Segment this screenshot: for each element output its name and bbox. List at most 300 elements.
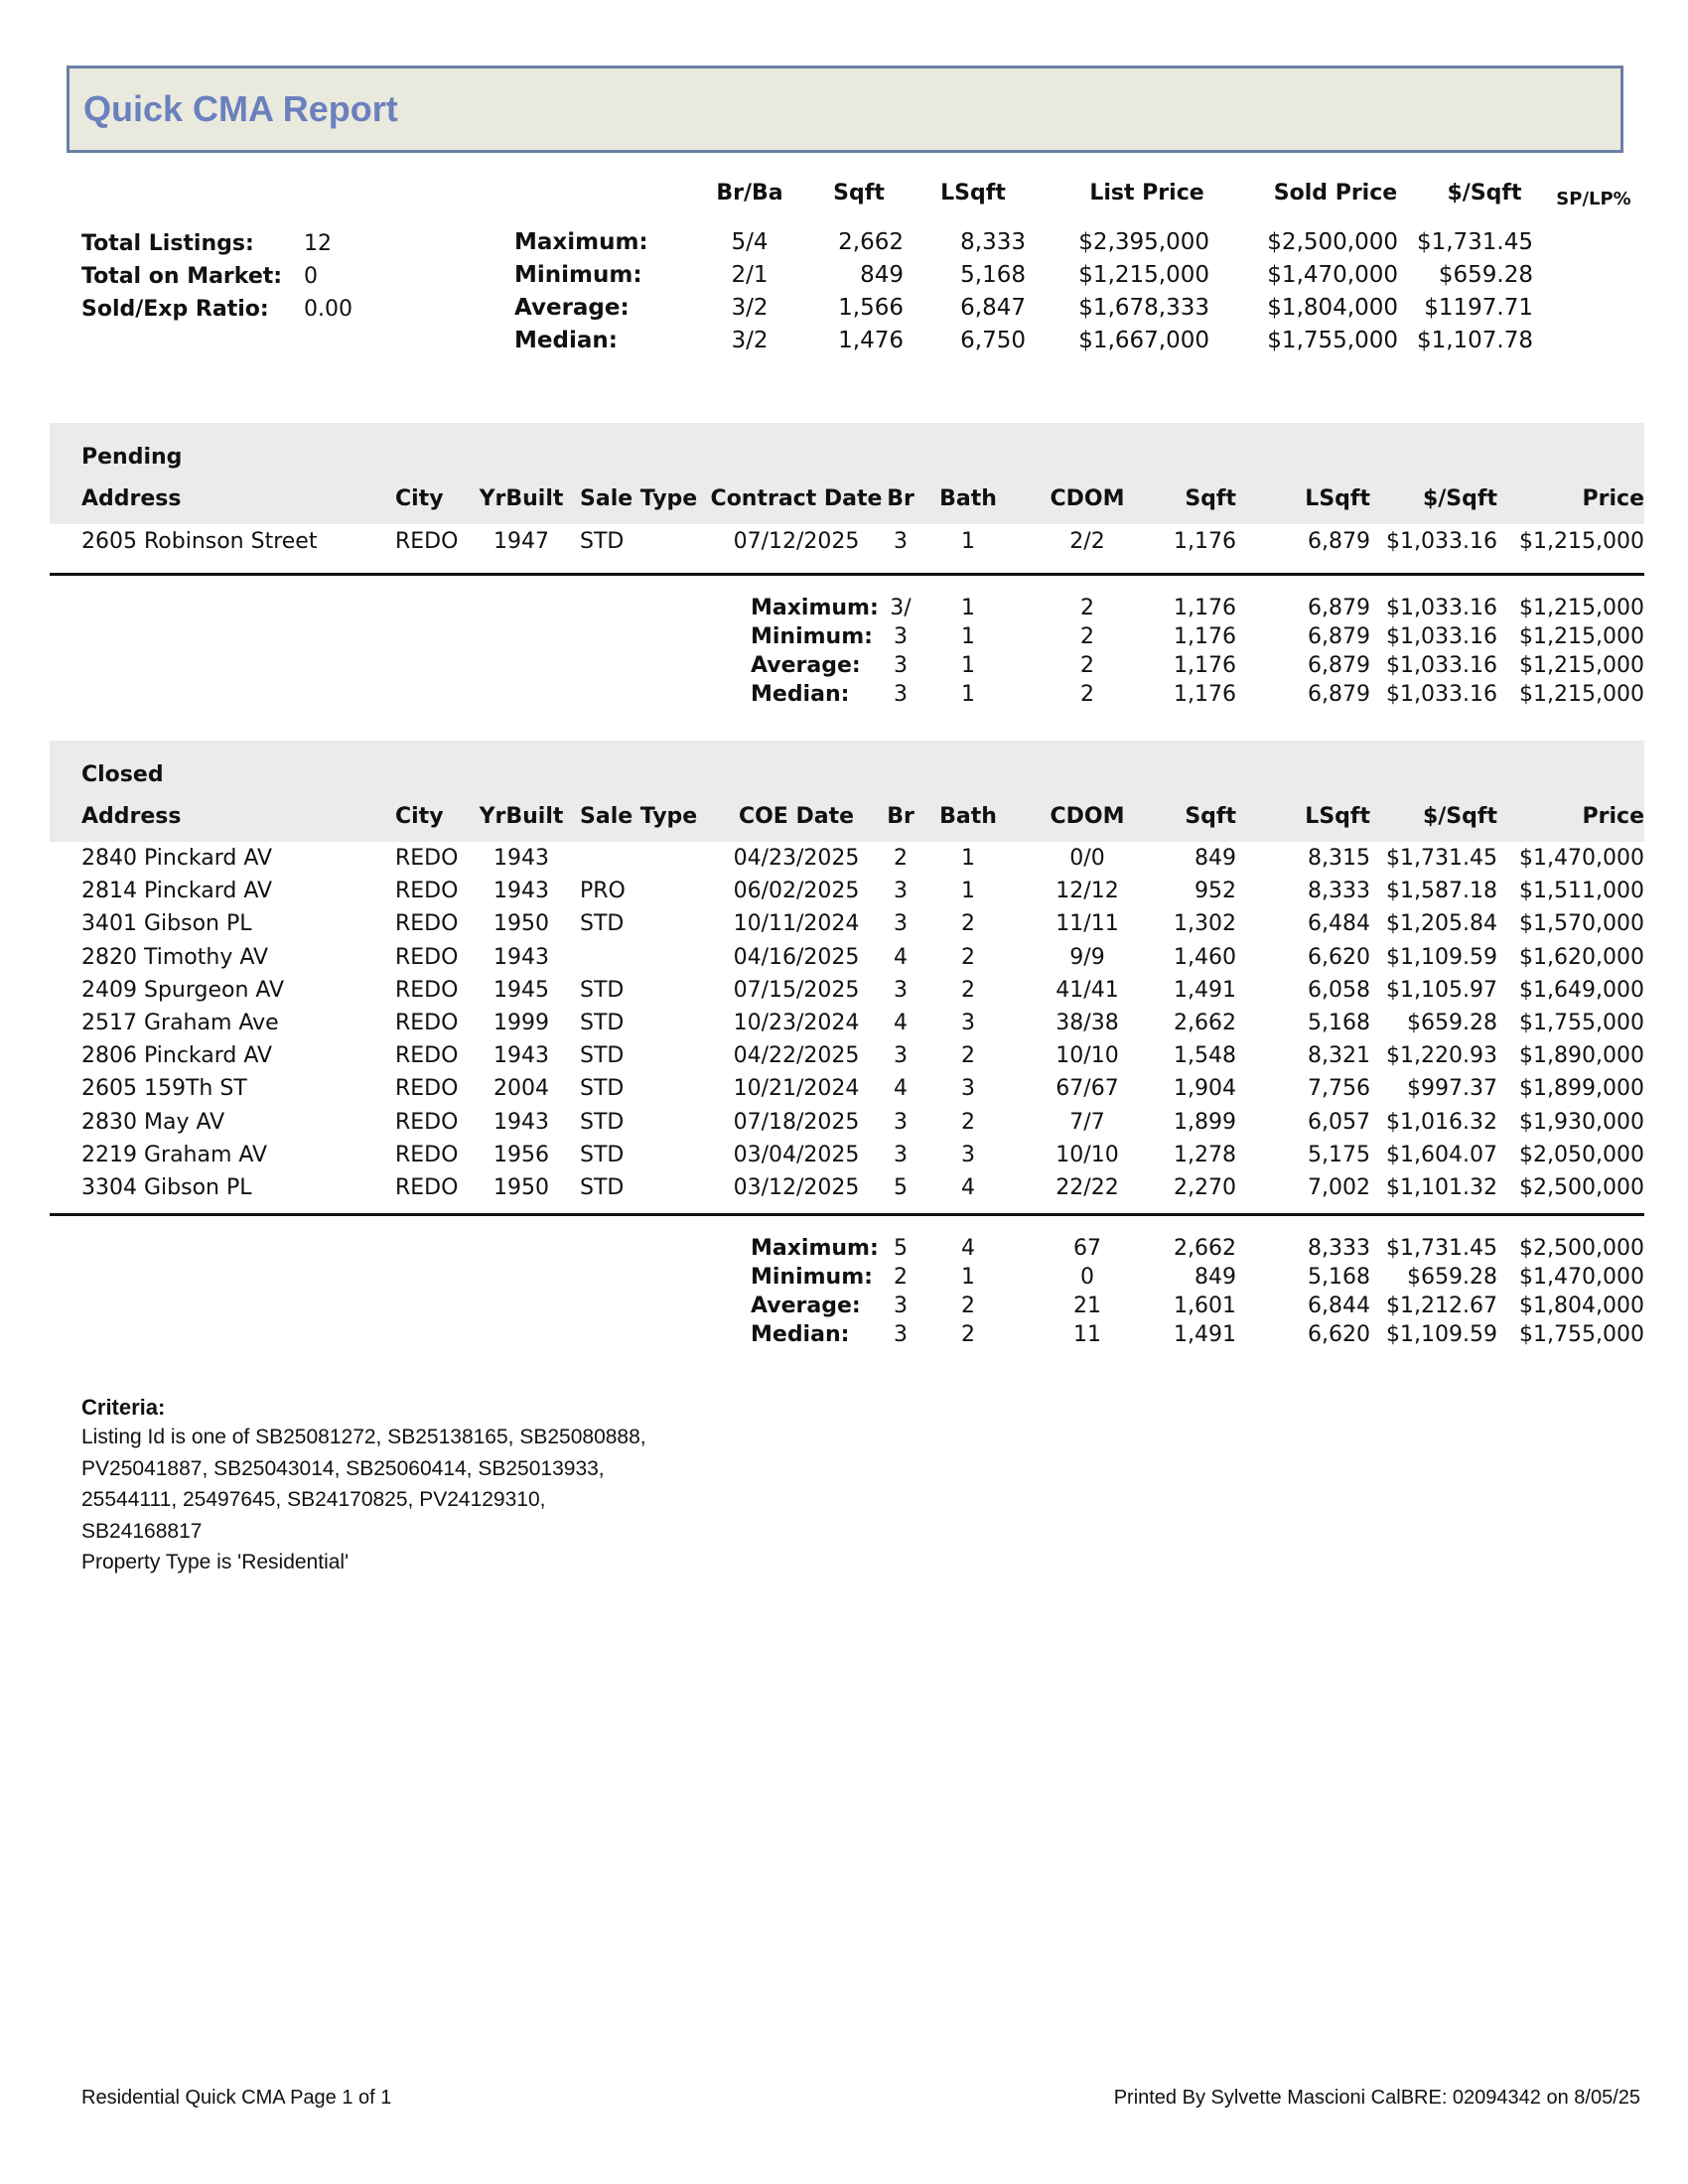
summary-header-splp: SP/LP% <box>1556 189 1631 209</box>
pending-col-bath: Bath <box>939 486 997 511</box>
summary-sqft: 2,662 <box>838 229 904 255</box>
closed-col-city: City <box>395 804 444 829</box>
pending-cell-address: 2605 Robinson Street <box>81 529 318 554</box>
pending-stat-label: Minimum: <box>751 624 873 649</box>
pending-stat-row <box>0 682 1688 715</box>
closed-cell-yrbuilt: 1943 <box>493 879 549 904</box>
closed-cell-ppsf: $1,109.59 <box>1386 944 1497 970</box>
closed-table-row <box>0 846 1688 879</box>
closed-cell-lsqft: 7,002 <box>1308 1175 1370 1200</box>
closed-col-address: Address <box>81 804 182 829</box>
closed-cell-price: $1,899,000 <box>1519 1076 1644 1102</box>
closed-stat-cdom: 67 <box>1073 1236 1101 1261</box>
summary-sqft: 1,566 <box>838 295 904 321</box>
closed-cell-lsqft: 6,484 <box>1308 911 1370 937</box>
closed-cell-price: $1,620,000 <box>1519 944 1644 970</box>
closed-stat-label: Minimum: <box>751 1265 873 1290</box>
summary-header-ppsf: $/Sqft <box>1447 181 1522 205</box>
pending-stat-ppsf: $1,033.16 <box>1386 596 1497 620</box>
closed-stat-br: 2 <box>894 1265 908 1290</box>
closed-stat-ppsf: $659.28 <box>1407 1265 1497 1290</box>
total-listings-label: Total Listings: <box>81 231 254 256</box>
closed-cell-cdom: 67/67 <box>1055 1076 1119 1102</box>
closed-section-label: Closed <box>81 762 164 787</box>
summary-stat-row <box>0 328 1688 360</box>
closed-cell-br: 4 <box>894 1011 908 1035</box>
pending-cell-ppsf: $1,033.16 <box>1386 529 1497 554</box>
pending-stat-br: 3 <box>894 682 908 707</box>
closed-cell-saletype: STD <box>580 1175 625 1200</box>
closed-cell-yrbuilt: 1950 <box>493 911 549 937</box>
closed-cell-city: REDO <box>395 911 459 937</box>
pending-col-sqft: Sqft <box>1185 486 1236 511</box>
pending-stat-br: 3 <box>894 624 908 649</box>
pending-stat-price: $1,215,000 <box>1519 653 1644 678</box>
pending-stat-bath: 1 <box>961 682 975 707</box>
closed-table-row <box>0 911 1688 944</box>
closed-stat-label: Average: <box>751 1294 861 1318</box>
closed-cell-br: 3 <box>894 1043 908 1069</box>
pending-cell-lsqft: 6,879 <box>1308 529 1370 554</box>
closed-table-row <box>0 1175 1688 1208</box>
closed-stat-bath: 1 <box>961 1265 975 1290</box>
pending-stat-label: Maximum: <box>751 596 879 620</box>
closed-cell-cdom: 10/10 <box>1055 1043 1119 1069</box>
closed-cell-br: 3 <box>894 911 908 937</box>
summary-lsqft: 8,333 <box>960 229 1026 255</box>
summary-brba: 3/2 <box>731 295 769 321</box>
pending-stat-label: Median: <box>751 682 850 707</box>
summary-sqft: 1,476 <box>838 328 904 353</box>
closed-cell-ppsf: $1,731.45 <box>1386 846 1497 871</box>
closed-cell-price: $1,470,000 <box>1519 846 1644 871</box>
closed-cell-lsqft: 8,321 <box>1308 1043 1370 1069</box>
closed-cell-address: 2814 Pinckard AV <box>81 879 273 904</box>
pending-col-address: Address <box>81 486 182 511</box>
closed-cell-lsqft: 7,756 <box>1308 1076 1370 1102</box>
pending-stat-cdom: 2 <box>1080 682 1094 707</box>
closed-table-row <box>0 1011 1688 1043</box>
closed-cell-city: REDO <box>395 846 459 871</box>
closed-stat-sqft: 1,491 <box>1174 1322 1236 1347</box>
closed-cell-bath: 1 <box>961 879 975 904</box>
summary-list-price: $2,395,000 <box>1078 229 1209 255</box>
summary-header-list-price: List Price <box>1089 181 1204 205</box>
closed-cell-yrbuilt: 1943 <box>493 944 549 970</box>
criteria-line: PV25041887, SB25043014, SB25060414, SB25013933, <box>81 1456 605 1480</box>
closed-cell-ppsf: $1,604.07 <box>1386 1142 1497 1167</box>
closed-cell-city: REDO <box>395 1076 459 1102</box>
pending-stat-cdom: 2 <box>1080 624 1094 649</box>
closed-col-lsqft: LSqft <box>1305 804 1370 829</box>
closed-divider <box>50 1213 1644 1216</box>
closed-cell-bath: 4 <box>961 1175 975 1200</box>
closed-cell-sqft: 1,278 <box>1174 1142 1236 1167</box>
summary-ppsf: $1,107.78 <box>1416 328 1533 353</box>
closed-cell-br: 4 <box>894 944 908 970</box>
criteria-line: SB24168817 <box>81 1519 203 1543</box>
footer-printed-by: Printed By Sylvette Mascioni CalBRE: 02094342 on 8/05/25 <box>1113 2087 1640 2109</box>
criteria-line: 25544111, 25497645, SB24170825, PV24129310, <box>81 1488 546 1511</box>
closed-stat-label: Median: <box>751 1322 850 1347</box>
summary-label: Median: <box>514 328 618 353</box>
summary-sold-price: $1,755,000 <box>1267 328 1398 353</box>
criteria-line: Listing Id is one of SB25081272, SB25138165, SB25080888, <box>81 1426 646 1448</box>
closed-cell-price: $1,511,000 <box>1519 879 1644 904</box>
summary-brba: 2/1 <box>731 262 769 288</box>
closed-cell-address: 2806 Pinckard AV <box>81 1043 273 1069</box>
pending-divider <box>50 573 1644 576</box>
closed-cell-saletype: PRO <box>580 879 626 904</box>
pending-stat-sqft: 1,176 <box>1174 596 1236 620</box>
criteria-line: Property Type is 'Residential' <box>81 1551 350 1573</box>
summary-list-price: $1,678,333 <box>1078 295 1209 321</box>
closed-cell-cdom: 11/11 <box>1055 911 1119 937</box>
total-listings-value: 12 <box>304 231 332 256</box>
closed-cell-date: 04/23/2025 <box>733 846 860 871</box>
sold-exp-ratio-value: 0.00 <box>304 297 352 322</box>
closed-cell-bath: 1 <box>961 846 975 871</box>
pending-cell-bath: 1 <box>961 529 975 554</box>
closed-cell-br: 5 <box>894 1175 908 1200</box>
summary-list-price: $1,667,000 <box>1078 328 1209 353</box>
closed-cell-city: REDO <box>395 1142 459 1167</box>
closed-cell-yrbuilt: 1950 <box>493 1175 549 1200</box>
closed-cell-ppsf: $1,220.93 <box>1386 1043 1497 1069</box>
closed-cell-sqft: 952 <box>1195 879 1236 904</box>
summary-header-sold-price: Sold Price <box>1273 181 1398 205</box>
total-on-market-value: 0 <box>304 264 318 289</box>
pending-cell-yrbuilt: 1947 <box>493 529 549 554</box>
pending-header-row <box>0 486 1688 519</box>
closed-cell-bath: 2 <box>961 1109 975 1135</box>
closed-stat-ppsf: $1,109.59 <box>1386 1322 1497 1347</box>
closed-cell-date: 06/02/2025 <box>733 879 860 904</box>
closed-cell-price: $1,649,000 <box>1519 977 1644 1003</box>
pending-stat-sqft: 1,176 <box>1174 682 1236 707</box>
closed-stat-bath: 2 <box>961 1294 975 1318</box>
pending-col-price: Price <box>1582 486 1644 511</box>
summary-ppsf: $1,731.45 <box>1416 229 1533 255</box>
closed-stat-bath: 2 <box>961 1322 975 1347</box>
closed-stat-price: $1,755,000 <box>1519 1322 1644 1347</box>
closed-table-row <box>0 1143 1688 1175</box>
closed-cell-lsqft: 8,315 <box>1308 846 1370 871</box>
closed-col-ppsf: $/Sqft <box>1422 804 1497 829</box>
closed-cell-ppsf: $659.28 <box>1407 1011 1497 1035</box>
closed-cell-cdom: 41/41 <box>1055 977 1119 1003</box>
pending-col-ppsf: $/Sqft <box>1422 486 1497 511</box>
summary-lsqft: 6,847 <box>960 295 1026 321</box>
summary-lsqft: 5,168 <box>960 262 1026 288</box>
closed-cell-lsqft: 5,175 <box>1308 1142 1370 1167</box>
closed-cell-lsqft: 6,058 <box>1308 977 1370 1003</box>
closed-cell-city: REDO <box>395 879 459 904</box>
summary-stat-row <box>0 229 1688 262</box>
pending-stat-price: $1,215,000 <box>1519 624 1644 649</box>
closed-cell-date: 03/04/2025 <box>733 1142 860 1167</box>
pending-section-label: Pending <box>81 445 183 470</box>
closed-cell-price: $1,570,000 <box>1519 911 1644 937</box>
pending-cell-date: 07/12/2025 <box>733 529 860 554</box>
closed-cell-cdom: 7/7 <box>1069 1109 1105 1135</box>
closed-cell-sqft: 849 <box>1195 846 1236 871</box>
closed-stat-cdom: 11 <box>1073 1322 1101 1347</box>
pending-col-city: City <box>395 486 444 511</box>
closed-header-row <box>0 804 1688 837</box>
closed-col-saletype: Sale Type <box>580 804 698 829</box>
closed-cell-address: 2219 Graham AV <box>81 1142 268 1167</box>
closed-cell-address: 2517 Graham Ave <box>81 1011 279 1035</box>
closed-cell-ppsf: $1,101.32 <box>1386 1175 1497 1200</box>
closed-cell-cdom: 10/10 <box>1055 1142 1119 1167</box>
closed-table-row <box>0 945 1688 978</box>
closed-cell-price: $1,930,000 <box>1519 1109 1644 1135</box>
closed-stat-sqft: 849 <box>1195 1265 1236 1290</box>
closed-cell-saletype: STD <box>580 1142 625 1167</box>
closed-cell-date: 10/21/2024 <box>733 1076 860 1102</box>
total-on-market-label: Total on Market: <box>81 264 283 289</box>
closed-cell-yrbuilt: 1999 <box>493 1011 549 1035</box>
closed-cell-ppsf: $1,105.97 <box>1386 977 1497 1003</box>
summary-list-price: $1,215,000 <box>1078 262 1209 288</box>
closed-cell-cdom: 9/9 <box>1069 944 1105 970</box>
summary-ppsf: $659.28 <box>1438 262 1533 288</box>
closed-cell-bath: 2 <box>961 944 975 970</box>
closed-cell-date: 04/16/2025 <box>733 944 860 970</box>
closed-cell-date: 07/15/2025 <box>733 977 860 1003</box>
pending-stat-lsqft: 6,879 <box>1308 596 1370 620</box>
closed-cell-cdom: 12/12 <box>1055 879 1119 904</box>
closed-cell-yrbuilt: 1945 <box>493 977 549 1003</box>
closed-cell-sqft: 1,904 <box>1174 1076 1236 1102</box>
closed-cell-lsqft: 6,620 <box>1308 944 1370 970</box>
pending-stat-sqft: 1,176 <box>1174 653 1236 678</box>
closed-stat-br: 3 <box>894 1322 908 1347</box>
summary-sold-price: $1,470,000 <box>1267 262 1398 288</box>
pending-cell-saletype: STD <box>580 529 625 554</box>
pending-col-cdom: CDOM <box>1050 486 1125 511</box>
closed-cell-yrbuilt: 1956 <box>493 1142 549 1167</box>
closed-cell-address: 3304 Gibson PL <box>81 1175 252 1200</box>
closed-cell-bath: 2 <box>961 977 975 1003</box>
closed-stat-price: $1,470,000 <box>1519 1265 1644 1290</box>
closed-table-row <box>0 1110 1688 1143</box>
closed-cell-ppsf: $1,205.84 <box>1386 911 1497 937</box>
closed-cell-ppsf: $1,016.32 <box>1386 1109 1497 1135</box>
closed-stat-row <box>0 1322 1688 1355</box>
closed-stat-cdom: 0 <box>1080 1265 1094 1290</box>
pending-col-saletype: Sale Type <box>580 486 698 511</box>
closed-cell-cdom: 22/22 <box>1055 1175 1119 1200</box>
summary-brba: 3/2 <box>731 328 769 353</box>
pending-stat-cdom: 2 <box>1080 653 1094 678</box>
pending-stat-price: $1,215,000 <box>1519 596 1644 620</box>
closed-cell-saletype: STD <box>580 1043 625 1069</box>
closed-cell-city: REDO <box>395 1109 459 1135</box>
closed-cell-sqft: 1,302 <box>1174 911 1236 937</box>
pending-col-date: Contract Date <box>710 486 883 511</box>
closed-col-date: COE Date <box>738 804 855 829</box>
closed-stat-bath: 4 <box>961 1236 975 1261</box>
closed-cell-bath: 3 <box>961 1011 975 1035</box>
pending-stat-lsqft: 6,879 <box>1308 653 1370 678</box>
closed-stat-lsqft: 8,333 <box>1308 1236 1370 1261</box>
pending-stat-ppsf: $1,033.16 <box>1386 682 1497 707</box>
pending-cell-price: $1,215,000 <box>1519 529 1644 554</box>
closed-cell-ppsf: $1,587.18 <box>1386 879 1497 904</box>
closed-cell-bath: 2 <box>961 911 975 937</box>
pending-stat-price: $1,215,000 <box>1519 682 1644 707</box>
summary-label: Minimum: <box>514 262 642 288</box>
summary-header-lsqft: LSqft <box>940 181 1006 205</box>
closed-cell-city: REDO <box>395 1175 459 1200</box>
sold-exp-ratio-label: Sold/Exp Ratio: <box>81 297 269 322</box>
pending-col-lsqft: LSqft <box>1305 486 1370 511</box>
closed-cell-saletype: STD <box>580 1109 625 1135</box>
pending-stat-lsqft: 6,879 <box>1308 682 1370 707</box>
pending-cell-br: 3 <box>894 529 908 554</box>
closed-stat-price: $1,804,000 <box>1519 1294 1644 1318</box>
closed-cell-br: 4 <box>894 1076 908 1102</box>
closed-cell-saletype: STD <box>580 977 625 1003</box>
closed-stat-sqft: 2,662 <box>1174 1236 1236 1261</box>
closed-col-bath: Bath <box>939 804 997 829</box>
pending-stat-bath: 1 <box>961 624 975 649</box>
closed-cell-address: 2409 Spurgeon AV <box>81 977 285 1003</box>
closed-cell-br: 3 <box>894 977 908 1003</box>
pending-stat-cdom: 2 <box>1080 596 1094 620</box>
summary-header-sqft: Sqft <box>833 181 885 205</box>
closed-cell-city: REDO <box>395 1011 459 1035</box>
closed-cell-address: 2820 Timothy AV <box>81 944 269 970</box>
pending-stat-lsqft: 6,879 <box>1308 624 1370 649</box>
closed-cell-bath: 3 <box>961 1142 975 1167</box>
closed-cell-bath: 3 <box>961 1076 975 1102</box>
closed-col-yrbuilt: YrBuilt <box>479 804 564 829</box>
report-title: Quick CMA Report <box>83 88 398 129</box>
closed-stat-cdom: 21 <box>1073 1294 1101 1318</box>
closed-stat-sqft: 1,601 <box>1174 1294 1236 1318</box>
closed-table-row <box>0 1043 1688 1076</box>
closed-stat-br: 3 <box>894 1294 908 1318</box>
closed-cell-sqft: 1,460 <box>1174 944 1236 970</box>
closed-table-row <box>0 879 1688 911</box>
summary-label: Average: <box>514 295 630 321</box>
pending-stat-label: Average: <box>751 653 861 678</box>
summary-sold-price: $1,804,000 <box>1267 295 1398 321</box>
closed-cell-sqft: 1,548 <box>1174 1043 1236 1069</box>
closed-stat-lsqft: 6,620 <box>1308 1322 1370 1347</box>
criteria-label: Criteria: <box>81 1395 166 1420</box>
summary-sold-price: $2,500,000 <box>1267 229 1398 255</box>
pending-stat-br: 3 <box>894 653 908 678</box>
pending-stat-ppsf: $1,033.16 <box>1386 653 1497 678</box>
closed-cell-price: $2,500,000 <box>1519 1175 1644 1200</box>
closed-cell-date: 07/18/2025 <box>733 1109 860 1135</box>
closed-col-price: Price <box>1582 804 1644 829</box>
summary-label: Maximum: <box>514 229 648 255</box>
closed-stat-lsqft: 5,168 <box>1308 1265 1370 1290</box>
closed-cell-lsqft: 8,333 <box>1308 879 1370 904</box>
closed-stat-lsqft: 6,844 <box>1308 1294 1370 1318</box>
closed-cell-br: 3 <box>894 1109 908 1135</box>
report-title-box <box>67 66 1623 153</box>
closed-cell-yrbuilt: 1943 <box>493 846 549 871</box>
closed-cell-address: 2605 159Th ST <box>81 1076 247 1102</box>
footer-page-info: Residential Quick CMA Page 1 of 1 <box>81 2087 392 2109</box>
closed-col-br: Br <box>887 804 914 829</box>
closed-cell-sqft: 2,270 <box>1174 1175 1236 1200</box>
closed-cell-city: REDO <box>395 977 459 1003</box>
closed-cell-lsqft: 5,168 <box>1308 1011 1370 1035</box>
closed-cell-address: 2840 Pinckard AV <box>81 846 273 871</box>
summary-header-brba: Br/Ba <box>716 181 783 205</box>
summary-stat-row <box>0 262 1688 295</box>
closed-col-sqft: Sqft <box>1185 804 1236 829</box>
closed-cell-ppsf: $997.37 <box>1407 1076 1497 1102</box>
closed-stat-br: 5 <box>894 1236 908 1261</box>
pending-cell-sqft: 1,176 <box>1174 529 1236 554</box>
pending-stat-bath: 1 <box>961 653 975 678</box>
closed-cell-br: 2 <box>894 846 908 871</box>
closed-cell-sqft: 1,491 <box>1174 977 1236 1003</box>
closed-cell-saletype: STD <box>580 1076 625 1102</box>
closed-stat-ppsf: $1,212.67 <box>1386 1294 1497 1318</box>
closed-cell-br: 3 <box>894 879 908 904</box>
closed-cell-address: 3401 Gibson PL <box>81 911 252 937</box>
closed-cell-date: 10/23/2024 <box>733 1011 860 1035</box>
summary-sqft: 849 <box>860 262 904 288</box>
pending-cell-city: REDO <box>395 529 459 554</box>
pending-col-br: Br <box>887 486 914 511</box>
summary-ppsf: $1197.71 <box>1424 295 1533 321</box>
closed-cell-bath: 2 <box>961 1043 975 1069</box>
closed-cell-price: $1,890,000 <box>1519 1043 1644 1069</box>
closed-table-row <box>0 1076 1688 1109</box>
closed-col-cdom: CDOM <box>1050 804 1125 829</box>
pending-table-row <box>0 529 1688 562</box>
summary-stat-row <box>0 295 1688 328</box>
closed-stat-ppsf: $1,731.45 <box>1386 1236 1497 1261</box>
pending-stat-br: 3/ <box>890 596 912 620</box>
closed-cell-city: REDO <box>395 1043 459 1069</box>
closed-cell-cdom: 38/38 <box>1055 1011 1119 1035</box>
closed-cell-address: 2830 May AV <box>81 1109 225 1135</box>
closed-table-row <box>0 978 1688 1011</box>
closed-cell-yrbuilt: 1943 <box>493 1109 549 1135</box>
closed-cell-sqft: 2,662 <box>1174 1011 1236 1035</box>
closed-cell-city: REDO <box>395 944 459 970</box>
closed-cell-sqft: 1,899 <box>1174 1109 1236 1135</box>
closed-cell-date: 04/22/2025 <box>733 1043 860 1069</box>
closed-cell-lsqft: 6,057 <box>1308 1109 1370 1135</box>
summary-brba: 5/4 <box>731 229 769 255</box>
closed-cell-yrbuilt: 1943 <box>493 1043 549 1069</box>
closed-cell-date: 03/12/2025 <box>733 1175 860 1200</box>
pending-col-yrbuilt: YrBuilt <box>479 486 564 511</box>
closed-stat-label: Maximum: <box>751 1236 879 1261</box>
closed-cell-yrbuilt: 2004 <box>493 1076 549 1102</box>
closed-cell-date: 10/11/2024 <box>733 911 860 937</box>
closed-cell-cdom: 0/0 <box>1069 846 1105 871</box>
summary-lsqft: 6,750 <box>960 328 1026 353</box>
pending-stat-ppsf: $1,033.16 <box>1386 624 1497 649</box>
pending-stat-sqft: 1,176 <box>1174 624 1236 649</box>
closed-cell-price: $2,050,000 <box>1519 1142 1644 1167</box>
pending-cell-cdom: 2/2 <box>1069 529 1105 554</box>
closed-cell-br: 3 <box>894 1142 908 1167</box>
